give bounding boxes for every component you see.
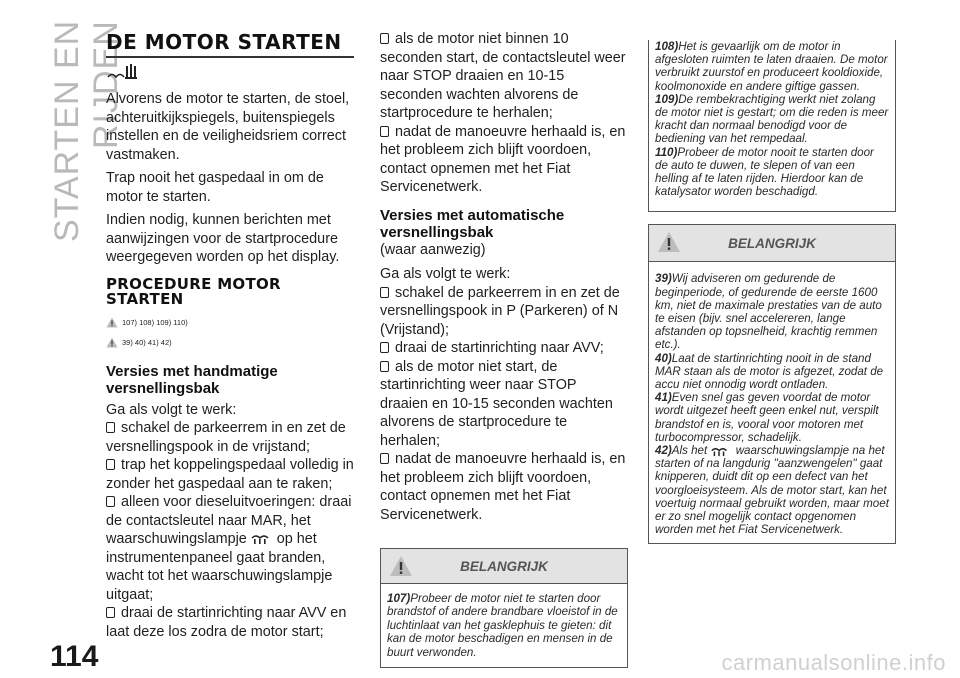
note-42: 42)Als het waarschuwingslampje na het starten of na langdurig "aanzwengelen" gaat knipperen, duidt dit op een defect van het voorgloeisysteem. Als de motor start, kan het voertuig normaal gebruikt worden, maar moet er zo snel mogelijk contact opgenomen worden met het Fiat Servicenetwerk.	[655, 444, 889, 537]
section-vertical-title: STARTEN EN RIJDEN	[48, 20, 125, 243]
list-item: als de motor niet binnen 10 seconden start, de contactsleutel weer naar STOP draaien en 10-15 seconden wachten alvorens de startprocedure te herhalen;	[380, 31, 626, 121]
procedure-title: PROCEDURE MOTOR STARTEN	[106, 274, 281, 308]
list-item: alleen voor dieseluitvoeringen: draai de contactsleutel naar MAR, het waarschuwingslampje op het instrumentenpaneel gaat branden, wacht tot het waarschuwingslampje uitgaat;	[106, 494, 352, 603]
bullet-box-icon	[106, 496, 115, 507]
intro-paragraph-1: Alvorens de motor te starten, de stoel, achteruitkijkspiegels, buitenspiegels instellen en de veiligheidsriem correct vastmaken.	[106, 91, 350, 163]
warning-triangle-icon	[106, 317, 118, 328]
note-39: 39)Wij adviseren om gedurende de beginperiode, of gedurende de eerste 1600 km, niet de maximale prestaties van de auto te eisen (bijv. snel accelereren, lange afstanden op topsnelheid, krachtig remmen etc.).	[655, 272, 882, 352]
section-title: DE MOTOR STARTEN	[106, 30, 354, 58]
bullet-box-icon	[380, 126, 389, 137]
note-41: 41)Even snel gas geven voordat de motor wordt uitgezet heeft geen enkel nut, verspilt brandstof en is, vooral voor motoren met turbocompressor, schadelijk.	[655, 391, 879, 444]
list-item: draai de startinrichting naar AVV en laat deze los zodra de motor start;	[106, 605, 347, 640]
automatic-transmission-title: Versies met automatische versnellingsbak	[380, 206, 565, 241]
list-item: schakel de parkeerrem in en zet de versnellingspook in P (Parkeren) of N (Vrijstand);	[380, 284, 620, 338]
warning-box	[380, 548, 628, 668]
intro-paragraph-2: Trap nooit het gaspedaal in om de motor te starten.	[106, 170, 324, 205]
bullet-box-icon	[380, 453, 389, 464]
automatic-sub: (waar aanwezig)	[380, 241, 486, 258]
bullet-box-icon	[380, 33, 389, 44]
warning-108: 108)Het is gevaarlijk om de motor in afgesloten ruimten te laten draaien. De motor verbruikt zuurstof en produceert kooldioxide, koolmonoxide en andere giftige gassen.	[655, 40, 888, 93]
caution-box	[648, 224, 896, 261]
bullet-box-icon	[106, 459, 115, 470]
list-item: trap het koppelingspedaal volledig in zonder het gaspedaal aan te raken;	[106, 457, 354, 492]
automatic-lead: Ga als volgt te werk:	[380, 266, 511, 282]
warning-110: 110)Probeer de motor nooit te starten door de auto te duwen, te slepen of van een helling af te laten rijden. Hierdoor kan de katalysator worden beschadigd.	[655, 145, 874, 199]
manual-lead: Ga als volgt te werk:	[106, 401, 237, 418]
note-references	[106, 333, 356, 353]
list-item: nadat de manoeuvre herhaald is, en het probleem zich blijft voordoen, contact opnemen met het Fiat Servicenetwerk.	[380, 123, 626, 195]
glow-plug-icon	[251, 533, 273, 545]
glow-plug-icon	[710, 446, 732, 457]
caution-label: BELANGRIJK	[728, 235, 816, 251]
bullet-box-icon	[380, 342, 389, 353]
warning-reference-numbers: 107) 108) 109) 110)	[122, 318, 188, 327]
column-1	[106, 30, 356, 641]
manual-transmission-title: Versies met handmatige versnellingsbak	[106, 362, 278, 397]
page-number: 114	[50, 640, 99, 673]
bullet-box-icon	[380, 361, 389, 372]
bullet-box-icon	[380, 287, 389, 298]
column-2	[380, 30, 628, 668]
caution-header	[649, 225, 895, 261]
note-reference-numbers: 39) 40) 41) 42)	[122, 338, 172, 347]
intro-paragraph-3: Indien nodig, kunnen berichten met aanwijzingen voor de startprocedure weergegeven worden op het display.	[106, 212, 340, 265]
warning-109: 109)De rembekrachtiging werkt niet zolang de motor niet is gestart; om die reden is meer kracht dan normaal benodigd voor de bediening van het rempedaal.	[655, 92, 889, 146]
warning-triangle-icon	[389, 555, 413, 577]
note-40: 40)Laat de startinrichting nooit in de stand MAR staan als de motor is afgezet, zodat de accu niet onnodig wordt ontladen.	[655, 351, 884, 392]
caution-body	[648, 261, 896, 543]
warning-box-bottom	[648, 204, 896, 212]
bullet-box-icon	[106, 607, 115, 618]
diesel-applicability-icon	[106, 62, 356, 84]
warning-continued	[648, 40, 896, 204]
warning-107: 107)Probeer de motor niet te starten door brandstof of andere brandbare vloeistof in de luchtinlaat van het gasklephuis te gieten: dit kan de motor beschadigen en mensen in de buurt verwonden.	[381, 583, 627, 667]
caution-triangle-icon	[106, 337, 118, 348]
list-item: schakel de parkeerrem in en zet de versnellingspook in de vrijstand;	[106, 420, 346, 455]
bullet-box-icon	[106, 422, 115, 433]
list-item: als de motor niet start, de startinrichting weer naar STOP draaien en 10-15 seconden wachten alvorens de startprocedure te herhalen;	[380, 358, 613, 449]
warning-references	[106, 313, 356, 333]
warning-label: BELANGRIJK	[460, 558, 548, 574]
column-3	[648, 40, 896, 544]
list-item: nadat de manoeuvre herhaald is, en het probleem zich blijft voordoen, contact opnemen met het Fiat Servicenetwerk.	[380, 451, 626, 523]
list-item: draai de startinrichting naar AVV;	[380, 339, 628, 358]
watermark: carmanualsonline.info	[721, 650, 946, 675]
warning-header	[381, 549, 627, 583]
caution-triangle-icon	[657, 231, 681, 253]
